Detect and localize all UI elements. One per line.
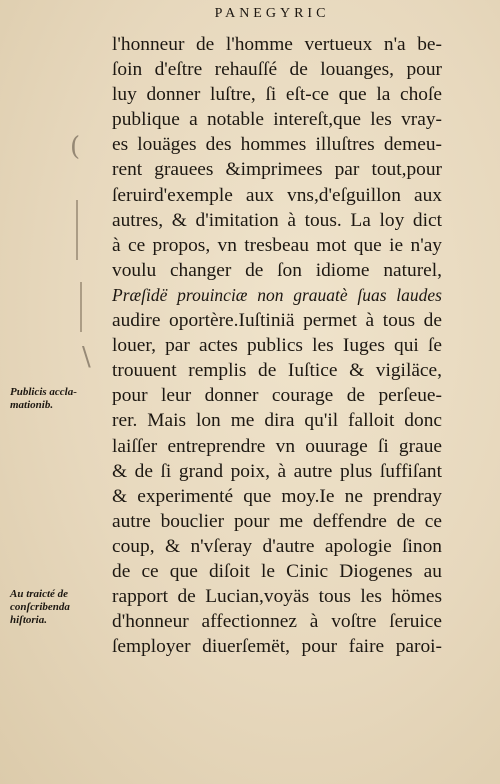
latin-quote-line: Præſidë prouinciæ non grauatè ſuas laudes	[112, 284, 442, 305]
margin-note-publicis: Publicis accla- mationib.	[10, 386, 77, 411]
text-line: ſoin d'eſtre rehauſſé de louanges, pour	[112, 59, 442, 81]
running-head	[0, 6, 500, 22]
text-line: coup, & n'vſeray d'autre apologie ſinon	[112, 535, 442, 557]
text-line: laiſſer entreprendre vn ouurage ſi graue	[112, 435, 442, 457]
text-line: trouuent remplis de Iuſtice & vigiläce,	[112, 360, 442, 382]
gutter-bracket-mark: (	[70, 132, 81, 162]
gutter-line-mark	[76, 200, 78, 260]
text-line: ſeruird'exemple aux vns,d'eſguillon aux	[112, 184, 442, 206]
text-line: ſemployer diuerſemët, pour faire paroi-	[112, 636, 442, 658]
gutter-line-mark	[80, 282, 82, 332]
margin-note-lucian: Au traicté de conſcribenda hiſtoria.	[10, 588, 70, 626]
text-line: es louäges des hommes illuſtres demeu-	[112, 134, 442, 156]
running-title: PANEGYRIC	[214, 6, 330, 21]
text-line: autre bouclier pour me deffendre de ce	[112, 510, 442, 532]
text-line: publique a notable intereſt,que les vray-	[112, 109, 442, 131]
text-line: rer. Mais lon me dira qu'il falloit donc	[112, 410, 442, 432]
text-line: & experimenté que moy.Ie ne prendray	[112, 485, 442, 507]
text-line: de ce que diſoit le Cinic Diogenes au	[112, 560, 442, 582]
text-line: autres, & d'imitation à tous. La loy dict	[112, 209, 442, 231]
text-line: rapport de Lucian,voyäs tous les hömes	[112, 586, 442, 608]
text-line: d'honneur affectionnez à voſtre ſeruice	[112, 611, 442, 633]
text-line: pour leur donner courage de perſeue-	[112, 385, 442, 407]
latin-quote-line: audire oportère.Iuſtiniä permet à tous de	[112, 310, 442, 332]
gutter-bracket-mark: \	[82, 342, 91, 372]
text-line: luy donner luſtre, ſi eſt-ce que la choſe	[112, 84, 442, 106]
text-line: à ce propos, vn tresbeau mot que ie n'ay	[112, 234, 442, 256]
text-line: rent grauees &imprimees par tout,pour	[112, 159, 442, 181]
text-line: & de ſi grand poix, à autre plus ſuffiſant	[112, 460, 442, 482]
body-text	[112, 32, 442, 659]
text-line: l'honneur de l'homme vertueux n'a be-	[112, 34, 442, 55]
text-line: louer, par actes publics les Iuges qui ſe	[112, 335, 442, 357]
text-line: voulu changer de ſon idiome naturel,	[112, 259, 442, 281]
